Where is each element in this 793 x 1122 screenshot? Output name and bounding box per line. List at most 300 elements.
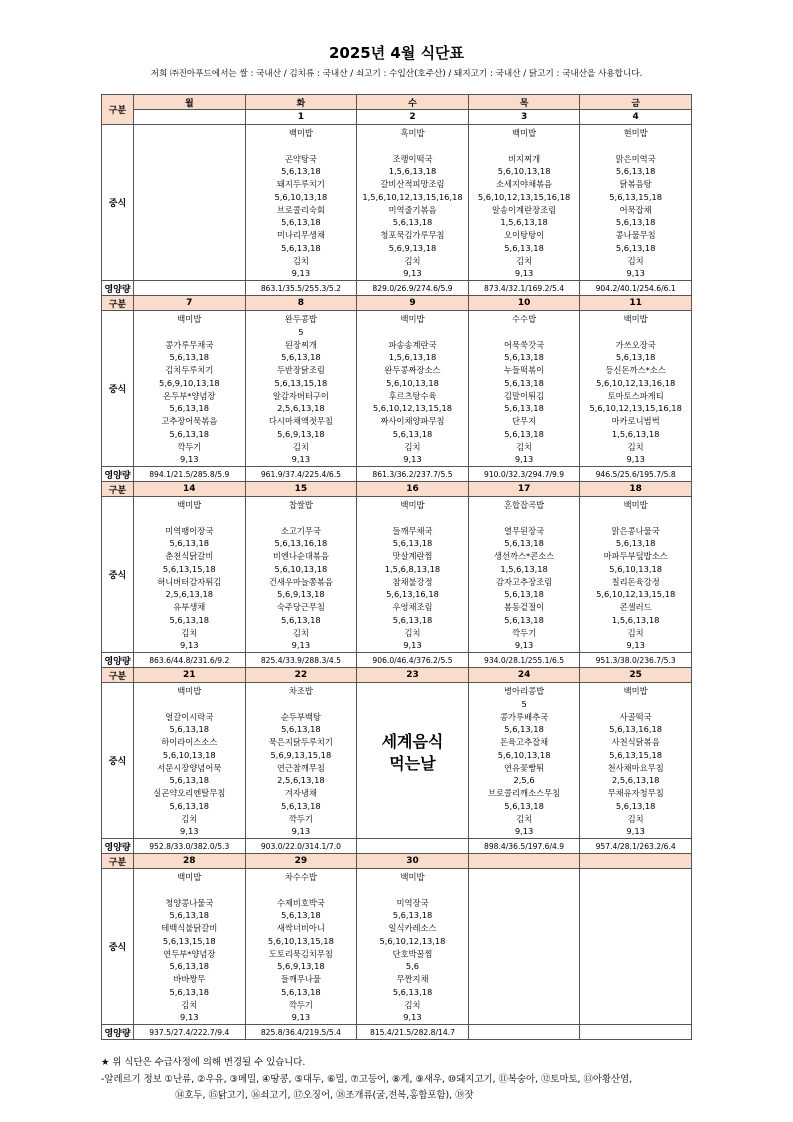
- date-cell: 16: [357, 482, 469, 497]
- allergy-codes: 5,6,13,18: [504, 403, 544, 414]
- rice-allergy-code: [580, 140, 691, 153]
- date-cell: 15: [245, 482, 357, 497]
- allergy-codes: 9,13: [291, 826, 311, 837]
- allergy-codes: 1,5,6,13,18: [500, 563, 548, 574]
- allergy-codes: 5,6: [405, 961, 420, 972]
- lunch-label: 중식: [102, 683, 134, 839]
- dish-name: 깍두기: [288, 999, 313, 1010]
- date-cell: 18: [580, 482, 692, 497]
- day-menu: [357, 869, 469, 1025]
- dish-name: 연근참깨무침: [276, 762, 325, 773]
- dish-name: 들깨무채국: [392, 525, 433, 536]
- date-cell: [580, 854, 692, 869]
- dish-name: 김치: [627, 255, 644, 266]
- allergy-codes: 2,5,6,13,18: [165, 589, 214, 600]
- dish-name: 완두콩짜장소스: [384, 365, 441, 375]
- allergy-codes: 5,6,13,18: [392, 428, 433, 439]
- dish-name: 순두부백탕: [280, 711, 321, 722]
- nutrition-value: 957.4/28.1/263.2/6.4: [580, 839, 692, 854]
- rice-item: 백미밥: [623, 500, 648, 510]
- nutrition-value: [357, 839, 469, 854]
- allergy-codes: 9,13: [514, 268, 534, 279]
- rice-item: 차수수밥: [284, 872, 317, 882]
- allergy-codes: 5,6,13,18: [281, 614, 321, 625]
- rice-item: 흑미밥: [400, 128, 425, 138]
- nutrition-value: 946.5/25.6/195.7/5.8: [580, 467, 692, 482]
- dish-name: 콩가루무채국: [165, 339, 214, 350]
- allergy-codes: 5,6,13,18: [169, 538, 210, 549]
- rice-item: 백미밥: [177, 500, 202, 510]
- date-cell: 24: [468, 668, 580, 683]
- nutrition-value: 961.9/37.4/225.4/6.5: [245, 467, 357, 482]
- rice-item: 혼합잡곡밥: [504, 500, 545, 510]
- dish-name: 무짠지채: [396, 974, 429, 984]
- rice-allergy-code: [580, 326, 691, 339]
- day-menu: [134, 311, 246, 467]
- day-menu: [357, 125, 469, 281]
- dish-name: 곤약탕국: [284, 153, 317, 164]
- allergy-codes: 5,6,13,15,18: [162, 563, 216, 574]
- allergy-codes: 5,6,13,18: [169, 775, 210, 786]
- meal-plan-table: [101, 94, 692, 1040]
- dish-name: 김치: [292, 627, 309, 638]
- rice-item: 차조밥: [288, 686, 313, 696]
- nutrition-label: 영양량: [102, 653, 134, 668]
- date-cell: 7: [134, 296, 246, 311]
- dish-name: 실곤약오리엔탈무침: [153, 788, 226, 798]
- dish-name: 건새우마늘쫑볶음: [268, 576, 333, 587]
- date-cell: 9: [357, 296, 469, 311]
- day-menu: [580, 869, 692, 1025]
- allergy-codes: 2,5,6,13,18: [277, 403, 325, 414]
- allergy-codes: 1,5,6,8,13,18: [384, 563, 441, 574]
- allergy-codes: 5,6,9,10,13,18: [158, 377, 220, 388]
- dish-name: 김치: [404, 999, 421, 1010]
- dish-name: 미역장국: [396, 897, 429, 908]
- dish-name: 김치두루치기: [165, 365, 214, 375]
- day-menu: [134, 497, 246, 653]
- day-menu: [245, 311, 357, 467]
- rice-item: 백미밥: [400, 500, 425, 510]
- allergy-codes: 5,6,10,13,18: [497, 749, 551, 760]
- allergy-codes: 5,6,13,18: [504, 614, 544, 625]
- nutrition-value: 829.0/26.9/274.6/5.9: [357, 281, 469, 296]
- special-day-text: 먹는날: [389, 754, 436, 773]
- rice-item: 찹쌀밥: [288, 500, 313, 510]
- allergy-codes: 5,6,10,13,18: [497, 166, 551, 177]
- day-menu: [245, 125, 357, 281]
- rice-item: 백미밥: [400, 314, 425, 324]
- dish-name: 닭볶음탕: [619, 179, 652, 189]
- allergy-codes: 5,6,13,18: [615, 352, 656, 363]
- allergy-codes: 9,13: [403, 454, 422, 465]
- allergy-codes: 5,6,13,18: [504, 800, 544, 811]
- rice-allergy-code: 5: [298, 326, 304, 337]
- allergy-codes: 5,6,13,16,18: [386, 589, 439, 600]
- date-cell: 3: [468, 110, 580, 125]
- dish-name: 비엔나순대볶음: [272, 551, 329, 561]
- dish-name: 김치: [181, 627, 198, 638]
- dish-name: 서문시장양념어묵: [157, 762, 222, 773]
- gubun-label: 구분: [102, 668, 134, 683]
- dish-name: 도토리묵김치무침: [268, 948, 333, 959]
- rice-item: 백미밥: [177, 872, 202, 882]
- allergy-codes: 5,6,13,15,18: [609, 191, 663, 202]
- date-cell: 11: [580, 296, 692, 311]
- day-menu: [134, 683, 246, 839]
- dish-name: 브로콜리깨소스무침: [488, 788, 561, 798]
- rice-allergy-code: [134, 698, 245, 711]
- allergy-codes: 9,13: [626, 454, 645, 465]
- allergy-codes: 5,6,9,13,15,18: [270, 749, 332, 760]
- dish-name: 바바짱무: [173, 974, 206, 984]
- allergy-codes: 5,6,10,13,18: [274, 563, 328, 574]
- dish-name: 온두부*양념장: [163, 390, 216, 401]
- day-menu: [357, 497, 469, 653]
- allergy-codes: 5,6,13,18: [504, 428, 544, 439]
- rice-allergy-code: [580, 698, 691, 711]
- dish-name: 토마토스파게티: [607, 390, 664, 401]
- dish-name: 김치: [516, 255, 533, 266]
- allergy-codes: 5,6,13,18: [281, 724, 321, 735]
- dish-name: 김치: [516, 813, 533, 824]
- gubun-label: 구분: [102, 296, 134, 311]
- dish-name: 김치: [627, 441, 644, 452]
- allergy-codes: 5,6,10,13,18: [609, 563, 663, 574]
- allergy-codes: 1,5,6,13,18: [611, 614, 660, 625]
- dish-name: 사골떡국: [619, 711, 652, 722]
- rice-allergy-code: [469, 512, 580, 525]
- allergy-info-line-1: -알레르기 정보 ①난류, ②우유, ③메밀, ④땅콩, ⑤대두, ⑥밀, ⑦고등어, ⑧게, ⑨새우, ⑩돼지고기, ⑪복숭아, ⑫토마토, ⑬아황산염,: [101, 1074, 633, 1085]
- rice-allergy-code: [357, 326, 468, 339]
- dish-name: 봄동겉절이: [504, 602, 545, 612]
- allergy-codes: 5,6,13,18: [504, 724, 544, 735]
- date-cell: 10: [468, 296, 580, 311]
- dish-name: 어묵쑥갓국: [504, 339, 545, 350]
- allergy-codes: 9,13: [403, 268, 422, 279]
- dish-name: 사천식닭볶음: [611, 737, 660, 747]
- allergy-codes: 9,13: [403, 640, 422, 651]
- dish-name: 콘샐러드: [619, 602, 652, 612]
- dish-name: 테백식불닭갈비: [161, 923, 218, 933]
- dish-name: 깍두기: [177, 441, 202, 452]
- allergy-codes: 5,6,10,12,13,15,18: [596, 589, 676, 600]
- allergy-codes: 5,6,13,18: [281, 217, 321, 228]
- nutrition-value: 951.3/38.0/236.7/5.3: [580, 653, 692, 668]
- rice-allergy-code: [246, 512, 357, 525]
- dish-name: 맑은미역국: [615, 153, 656, 164]
- dish-name: 열무된장국: [504, 525, 545, 536]
- dish-name: 짜사이채양파무침: [380, 416, 445, 426]
- date-cell: 2: [357, 110, 469, 125]
- date-cell: 28: [134, 854, 246, 869]
- allergy-codes: 1,5,6,13,18: [611, 428, 660, 439]
- allergy-codes: 5,6,13,15,18: [162, 935, 216, 946]
- dish-name: 김치: [516, 441, 533, 452]
- rice-allergy-code: [134, 512, 245, 525]
- rice-allergy-code: [580, 512, 691, 525]
- dish-name: 갈비산적피망조림: [380, 179, 445, 189]
- dish-name: 누들떡볶이: [504, 365, 545, 375]
- allergy-codes: 5,6,13,18: [281, 166, 321, 177]
- dish-name: 콩나물무침: [615, 230, 656, 240]
- dish-name: 김치: [292, 441, 309, 452]
- allergy-codes: 5,6,13,18: [169, 724, 210, 735]
- dish-name: 미나리무생채: [276, 230, 325, 240]
- dish-name: 비지찌개: [508, 153, 541, 164]
- lunch-label: 중식: [102, 497, 134, 653]
- nutrition-label: 영양량: [102, 467, 134, 482]
- nutrition-value: 863.6/44.8/231.6/9.2: [134, 653, 246, 668]
- change-notice: ★ 위 식단은 수급사정에 의해 변경될 수 있습니다.: [101, 1057, 306, 1068]
- allergy-codes: 9,13: [291, 454, 311, 465]
- nutrition-value: [580, 1025, 692, 1040]
- dish-name: 맛살계란찜: [392, 551, 433, 561]
- dish-name: 김말이튀김: [504, 390, 545, 401]
- date-cell: 8: [245, 296, 357, 311]
- date-cell: 21: [134, 668, 246, 683]
- allergy-codes: 9,13: [180, 454, 199, 465]
- allergy-codes: 5,6,9,13,18: [388, 242, 437, 253]
- date-cell: 30: [357, 854, 469, 869]
- dish-name: 조랭이떡국: [392, 153, 433, 164]
- allergy-codes: 5,6,13,18: [615, 538, 656, 549]
- day-menu: [468, 869, 580, 1025]
- day-menu: [580, 497, 692, 653]
- origin-notice: 저희 ㈜진아푸드에서는 쌀 : 국내산 / 김치류 : 국내산 / 쇠고기 : 수입산(호주산) / 돼지고기 : 국내산 / 닭고기 : 국내산을 사용합니다.: [150, 69, 643, 79]
- allergy-codes: 9,13: [291, 1012, 311, 1023]
- allergy-codes: 9,13: [626, 640, 645, 651]
- nutrition-value: 904.2/40.1/254.6/6.1: [580, 281, 692, 296]
- lunch-label: 중식: [102, 125, 134, 281]
- date-cell: 23: [357, 668, 469, 683]
- nutrition-value: 861.3/36.2/237.7/5.5: [357, 467, 469, 482]
- allergy-codes: 5,6,13,18: [281, 242, 321, 253]
- dish-name: 깍두기: [288, 813, 313, 824]
- allergy-codes: 5,6,10,13,18: [386, 377, 439, 388]
- nutrition-value: 934.0/28.1/255.1/6.5: [468, 653, 580, 668]
- dish-name: 다시마채액젓무침: [268, 416, 333, 426]
- rice-allergy-code: [246, 140, 357, 153]
- day-menu: [357, 683, 469, 839]
- dish-name: 맑은콩나물국: [611, 525, 660, 536]
- dish-name: 춘천식닭갈비: [165, 551, 214, 561]
- allergy-codes: 5,6,13,18: [169, 352, 210, 363]
- day-menu: [580, 683, 692, 839]
- dish-name: 연유꽃빵튀: [504, 762, 545, 773]
- nutrition-value: 903.0/22.0/314.1/7.0: [245, 839, 357, 854]
- allergy-codes: 9,13: [514, 640, 534, 651]
- dish-name: 새싹너비아니: [276, 923, 325, 933]
- rice-allergy-code: [357, 140, 468, 153]
- dish-name: 미역줄기볶음: [388, 204, 437, 215]
- dish-name: 우엉채조림: [392, 602, 433, 612]
- allergy-codes: 9,13: [291, 640, 311, 651]
- allergy-codes: 5,6,10,12,13,15,18: [372, 403, 453, 414]
- rice-item: 병아리콩밥: [504, 686, 545, 696]
- allergy-codes: 5,6,13,18: [281, 910, 321, 921]
- date-cell: 1: [245, 110, 357, 125]
- gubun-label: 구분: [102, 482, 134, 497]
- dish-name: 소고기무국: [280, 525, 321, 536]
- day-menu: [468, 311, 580, 467]
- dish-name: 오이탕탕이: [504, 230, 545, 240]
- rice-allergy-code: [357, 512, 468, 525]
- dish-name: 유부생채: [173, 602, 206, 612]
- dish-name: 브로콜리숙회: [276, 204, 325, 215]
- nutrition-label: 영양량: [102, 839, 134, 854]
- dish-name: 들깨무나물: [280, 974, 321, 984]
- allergy-codes: 5,6,10,12,13,15,16,18: [477, 191, 571, 202]
- dish-name: 얼갈이시락국: [165, 711, 214, 722]
- allergy-codes: 2,5,6: [513, 775, 535, 786]
- dish-name: 김치: [404, 441, 421, 452]
- dish-name: 어묵잡채: [619, 204, 652, 215]
- allergy-codes: 5,6,9,13,18: [277, 961, 325, 972]
- page-title: 2025년 4월 식단표: [328, 44, 465, 62]
- dish-name: 콩가루배추국: [500, 711, 549, 722]
- dish-name: 무채유자청무침: [607, 788, 664, 798]
- allergy-codes: 5,6,13,18: [169, 910, 210, 921]
- allergy-codes: 9,13: [180, 1012, 199, 1023]
- allergy-codes: 9,13: [514, 826, 534, 837]
- allergy-codes: 5,6,13,18: [615, 217, 656, 228]
- rice-allergy-code: [134, 884, 245, 897]
- nutrition-value: 825.4/33.9/288.3/4.5: [245, 653, 357, 668]
- allergy-codes: 5,6,13,18: [504, 352, 544, 363]
- nutrition-value: [134, 281, 246, 296]
- dish-name: 겨자냉채: [284, 788, 317, 798]
- dish-name: 된장찌개: [284, 339, 317, 350]
- allergy-codes: 5,6,13,18: [392, 614, 433, 625]
- dish-name: 감자고추장조림: [496, 576, 553, 587]
- nutrition-value: 910.0/32.3/294.7/9.9: [468, 467, 580, 482]
- rice-allergy-code: 5: [521, 698, 527, 709]
- dish-name: 김치: [404, 627, 421, 638]
- dish-name: 수제비호박국: [276, 897, 325, 908]
- dish-name: 참채불강정: [392, 576, 433, 587]
- nutrition-value: 906.0/46.4/376.2/5.5: [357, 653, 469, 668]
- allergy-codes: 9,13: [626, 268, 645, 279]
- allergy-codes: 5,6,13,18: [392, 538, 433, 549]
- nutrition-label: 영양량: [102, 1025, 134, 1040]
- rice-item: 백미밥: [177, 314, 202, 324]
- day-menu: [468, 125, 580, 281]
- allergy-codes: 1,5,6,13,18: [500, 217, 548, 228]
- rice-allergy-code: [134, 326, 245, 339]
- allergy-codes: 5,6,13,18: [169, 800, 210, 811]
- allergy-codes: 9,13: [180, 826, 199, 837]
- allergy-codes: 5,6,13,18: [392, 910, 433, 921]
- dish-name: 청포묵김가루무침: [380, 230, 445, 240]
- nutrition-value: [468, 1025, 580, 1040]
- allergy-codes: 5,6,13,18: [504, 242, 544, 253]
- dish-name: 일식카레소스: [388, 923, 437, 933]
- rice-item: 수수밥: [512, 314, 537, 324]
- dish-name: 마카로니범벅: [611, 416, 660, 426]
- nutrition-value: 894.1/21.5/285.8/5.9: [134, 467, 246, 482]
- allergy-codes: 5,6,10,13,18: [274, 191, 328, 202]
- day-menu: [245, 497, 357, 653]
- allergy-codes: 5,6,13,18: [504, 538, 544, 549]
- world-food-day-banner: [357, 731, 468, 775]
- dish-name: 가쓰오장국: [615, 339, 656, 350]
- dish-name: 묵은지닭두루치기: [268, 737, 333, 747]
- dish-name: 두반장닭조림: [276, 365, 325, 375]
- day-menu: [468, 683, 580, 839]
- date-cell: 17: [468, 482, 580, 497]
- date-cell: 4: [580, 110, 692, 125]
- allergy-codes: 5,6,13,18: [169, 986, 210, 997]
- nutrition-value: 815.4/21.5/282.8/14.7: [357, 1025, 469, 1040]
- allergy-codes: 5,6,13,16,18: [609, 724, 663, 735]
- allergy-codes: 9,13: [403, 1012, 422, 1023]
- rice-item: 완두콩밥: [284, 314, 317, 324]
- allergy-codes: 5,6,9,13,18: [277, 428, 325, 439]
- allergy-codes: 5,6,13,18: [504, 377, 544, 388]
- weekday-header: 금: [580, 95, 692, 110]
- dish-name: 돼지두루치기: [276, 179, 325, 189]
- dish-name: 단호박꿀찜: [392, 948, 433, 959]
- allergy-codes: 2,5,6,13,18: [611, 775, 660, 786]
- rice-item: 백미밥: [400, 872, 425, 882]
- rice-allergy-code: [469, 140, 580, 153]
- dish-name: 알감자버터구이: [272, 390, 329, 401]
- date-cell: 14: [134, 482, 246, 497]
- nutrition-value: 937.5/27.4/222.7/9.4: [134, 1025, 246, 1040]
- date-cell: [134, 110, 246, 125]
- day-menu: [580, 125, 692, 281]
- allergy-codes: 2,5,6,13,18: [277, 775, 325, 786]
- allergy-codes: 5,6,13,15,18: [274, 377, 328, 388]
- dish-name: 천사채마요무침: [607, 762, 664, 773]
- dish-name: 김치: [181, 999, 198, 1010]
- rice-allergy-code: [357, 884, 468, 897]
- allergy-codes: 5,6,10,13,15,18: [267, 935, 334, 946]
- weekday-header: 화: [245, 95, 357, 110]
- date-cell: 22: [245, 668, 357, 683]
- allergy-codes: 9,13: [626, 826, 645, 837]
- dish-name: 소세지야채볶음: [496, 179, 553, 189]
- allergy-codes: 1,5,6,13,18: [388, 166, 437, 177]
- allergy-codes: 5,6,13,18: [281, 986, 321, 997]
- allergy-codes: 5,6,9,13,18: [277, 589, 325, 600]
- gubun-label: 구분: [102, 95, 134, 125]
- allergy-codes: 5,6,13,18: [615, 166, 656, 177]
- allergy-codes: 5,6,13,18: [169, 614, 210, 625]
- dish-name: 김치: [181, 813, 198, 824]
- day-menu: [580, 311, 692, 467]
- nutrition-label: 영양량: [102, 281, 134, 296]
- dish-name: 미역팽이장국: [165, 525, 214, 536]
- allergy-codes: 5,6,13,15,18: [609, 749, 663, 760]
- allergy-codes: 5,6,13,18: [281, 352, 321, 363]
- rice-allergy-code: [246, 884, 357, 897]
- dish-name: 김치: [404, 255, 421, 266]
- nutrition-value: 825.8/36.4/219.5/5.4: [245, 1025, 357, 1040]
- lunch-label: 중식: [102, 869, 134, 1025]
- nutrition-value: 873.4/32.1/169.2/5.4: [468, 281, 580, 296]
- rice-item: 백미밥: [177, 686, 202, 696]
- allergy-codes: 5,6,13,18: [392, 217, 433, 228]
- allergy-codes: 5,6,10,13,18: [162, 749, 216, 760]
- dish-name: 알송이계란장조림: [492, 204, 557, 215]
- dish-name: 파송송계란국: [388, 339, 437, 350]
- rice-allergy-code: [469, 326, 580, 339]
- rice-item: 백미밥: [623, 686, 648, 696]
- dish-name: 김치: [627, 813, 644, 824]
- dish-name: 허니버터감자튀김: [157, 576, 222, 587]
